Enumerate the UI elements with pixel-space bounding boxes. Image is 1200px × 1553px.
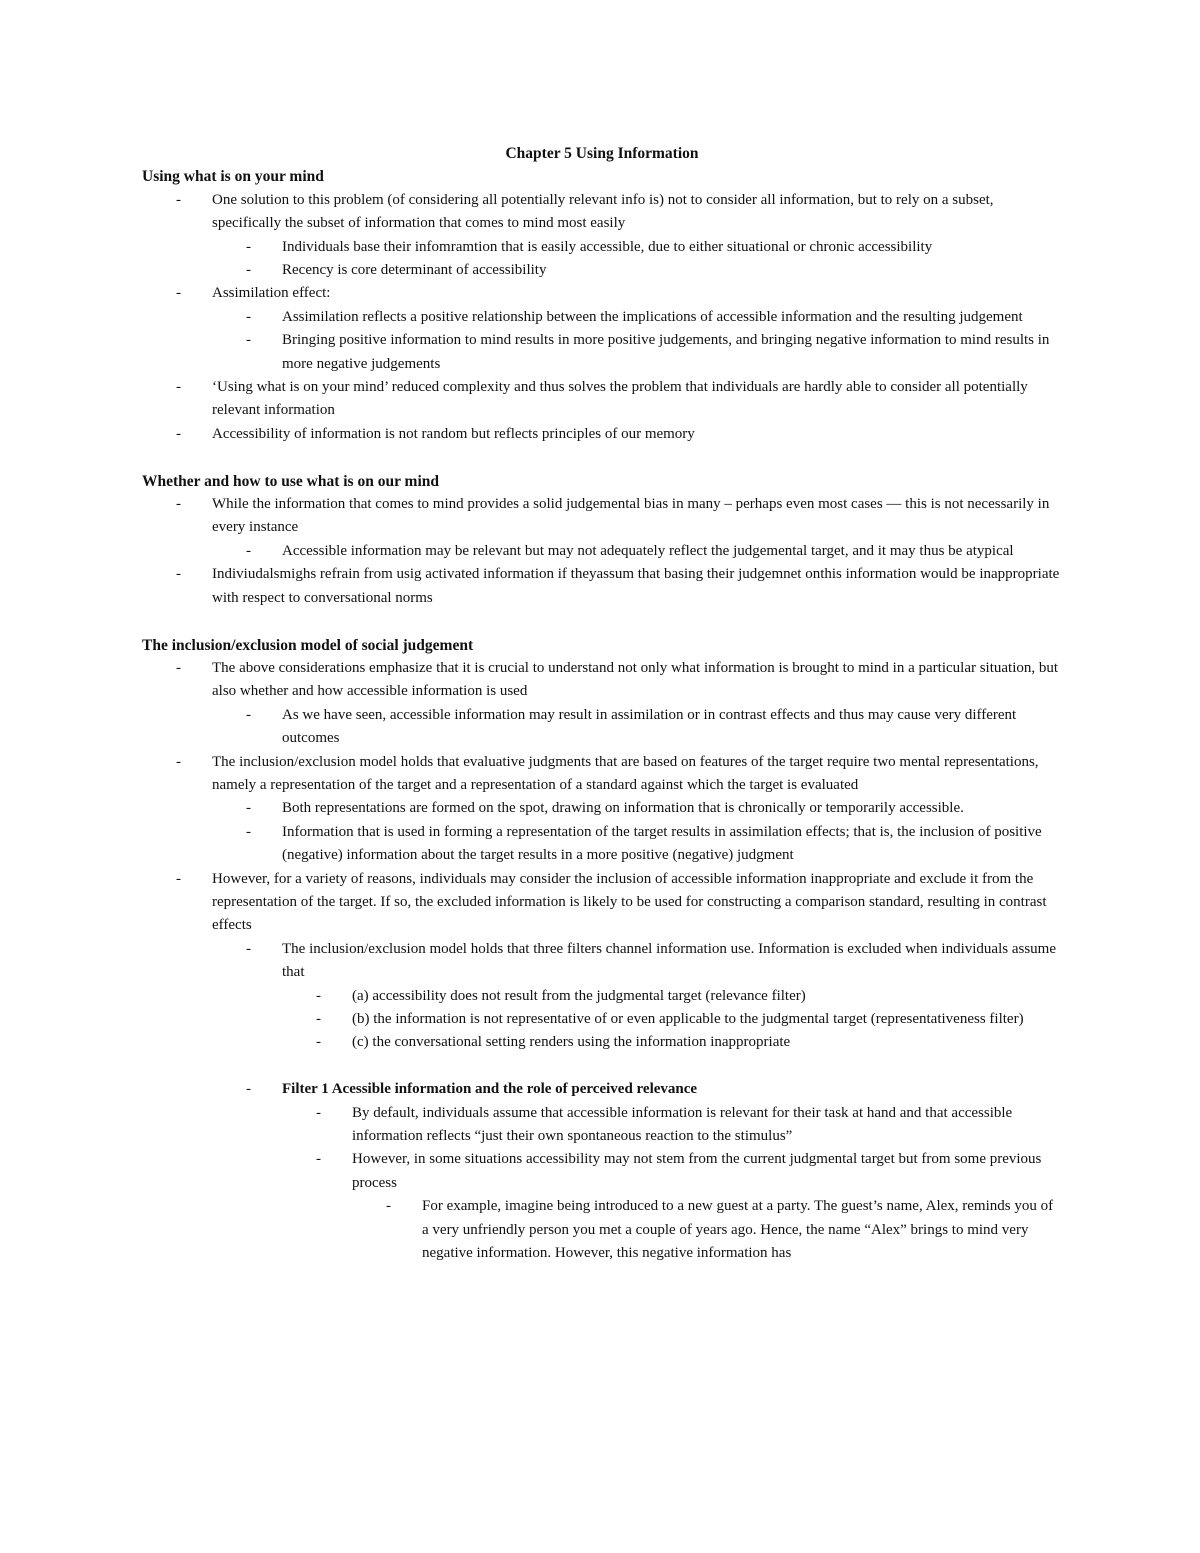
document-page bbox=[142, 142, 1062, 1265]
list-item: - While the information that comes to mind provides a solid judgemental bias in many – perhaps even most cases — this is not necessarily in every instance - Accessible information may be relevant but may not adequately reflect the judgemental target, and it may thus be atypical bbox=[142, 493, 1062, 563]
page-title: Chapter 5 Using Information bbox=[505, 145, 699, 162]
list-item: - ‘Using what is on your mind’ reduced complexity and thus solves the problem that individuals are hardly able to consider all potentially relevant information bbox=[142, 376, 1062, 423]
list-item: - Individuals base their infomramtion that is easily accessible, due to either situational or chronic accessibility bbox=[212, 236, 1062, 259]
list-item: - Both representations are formed on the spot, drawing on information that is chronically or temporarily accessible. bbox=[212, 797, 1062, 820]
list-item: - (a) accessibility does not result from the judgmental target (relevance filter) bbox=[282, 985, 1062, 1008]
list-item: - The inclusion/exclusion model holds that three filters channel information use. Information is excluded when individuals assume that - (a) accessibility does not result from the judgmental target (relevance filter) - (b) the information is not representative of or even applicable to the judgmental target (representativeness filter) - (c) the conversational setting renders using the information inappropriate bbox=[212, 938, 1062, 1055]
list-item: - (c) the conversational setting renders using the information inappropriate bbox=[282, 1031, 1062, 1054]
list-item: - The above considerations emphasize that it is crucial to understand not only what information is brought to mind in a particular situation, but also whether and how accessible information is used - As we have seen, accessible information may result in assimilation or in contrast effects and thus may cause very different outcomes bbox=[142, 657, 1062, 751]
list-item: - Bringing positive information to mind results in more positive judgements, and bringing negative information to mind results in more negative judgements bbox=[212, 329, 1062, 376]
list-item: - Accessible information may be relevant but may not adequately reflect the judgemental target, and it may thus be atypical bbox=[212, 540, 1062, 563]
list-item bbox=[212, 1078, 1062, 1265]
list-item: - Indiviudalsmighs refrain from usig activated information if theyassum that basing their judgemnet onthis information would be inappropriate with respect to conversational norms bbox=[142, 563, 1062, 610]
bullet-list bbox=[142, 189, 1062, 446]
list-item: - Assimilation reflects a positive relationship between the implications of accessible information and the resulting judgement bbox=[212, 306, 1062, 329]
list-item: - Assimilation effect: - Assimilation reflects a positive relationship between the implications of accessible information and the resulting judgement - Bringing positive information to mind results in more positive judgements, and bringing negative information to mind results in more negative judgements bbox=[142, 282, 1062, 376]
list-item: - By default, individuals assume that accessible information is relevant for their task at hand and that accessible information reflects “just their own spontaneous reaction to the stimulus” bbox=[282, 1102, 1062, 1149]
list-item: - As we have seen, accessible information may result in assimilation or in contrast effects and thus may cause very different outcomes bbox=[212, 704, 1062, 751]
list-item: - However, in some situations accessibility may not stem from the current judgmental target but from some previous process - For example, imagine being introduced to a new guest at a party. The guest’s name, Alex, reminds you of a very unfriendly person you met a couple of years ago. Hence, the name “Alex” brings to mind very negative information. However, this negative information has bbox=[282, 1148, 1062, 1265]
list-item: - Accessibility of information is not random but reflects principles of our memory bbox=[142, 423, 1062, 446]
section-heading-using-mind: Using what is on your mind bbox=[142, 168, 324, 186]
filter1-heading: Filter 1 Acessible information and the role of perceived relevance bbox=[282, 1081, 698, 1098]
list-item: - The inclusion/exclusion model holds that evaluative judgments that are based on features of the target require two mental representations, namely a representation of the target and a representation of a standard against which the target is evaluated - Both representations are formed on the spot, drawing on information that is chronically or temporarily accessible. - Information that is used in forming a representation of the target results in assimilation effects; that is, the inclusion of positive (negative) information about the target results in a more positive (negative) judgment bbox=[142, 751, 1062, 868]
section-heading-whether-how: Whether and how to use what is on our mind bbox=[142, 472, 439, 490]
bullet-list bbox=[142, 657, 1062, 1266]
list-item: - (b) the information is not representative of or even applicable to the judgmental target (representativeness filter) bbox=[282, 1008, 1062, 1031]
section-heading-inclusion-exclusion: The inclusion/exclusion model of social judgement bbox=[142, 636, 474, 654]
list-item: - For example, imagine being introduced to a new guest at a party. The guest’s name, Alex, reminds you of a very unfriendly person you met a couple of years ago. Hence, the name “Alex” brings to mind very negative information. However, this negative information has bbox=[352, 1195, 1062, 1265]
list-item: - However, for a variety of reasons, individuals may consider the inclusion of accessible information inappropriate and exclude it from the representation of the target. If so, the excluded information is likely to be used for constructing a comparison standard, resulting in contrast effects - The inclusion/exclusion model holds that three filters channel information use. Information is excluded when individuals assume that - (a) accessibility does not result from the judgmental target (relevance filter) - (b) the information is not representative of or even applicable to the judgmental target (representativeness filter) - (c) the conversational setting renders using the information inappropriate - Filter 1 Acessible information and the role of perceived relevance - By default, individuals assume that accessible information is relevant for their task at hand and that accessible information reflects “just their own spontaneous reaction to the stimulus” - However, in some situations accessibility may not stem from the current judgmental target but from some previous process - For example, imagine being introduced to a new guest at a party. The guest’s name, Alex, reminds you of a very unfriendly person you met a couple of years ago. Hence, the name “Alex” brings to mind very negative information. However, this negative information has bbox=[142, 868, 1062, 1266]
list-item: - One solution to this problem (of considering all potentially relevant info is) not to consider all information, but to rely on a subset, specifically the subset of information that comes to mind most easily - Individuals base their infomramtion that is easily accessible, due to either situational or chronic accessibility - Recency is core determinant of accessibility bbox=[142, 189, 1062, 283]
list-item: - Recency is core determinant of accessibility bbox=[212, 259, 1062, 282]
bullet-list bbox=[142, 493, 1062, 610]
list-item: - Information that is used in forming a representation of the target results in assimilation effects; that is, the inclusion of positive (negative) information about the target results in a more positive (negative) judgment bbox=[212, 821, 1062, 868]
